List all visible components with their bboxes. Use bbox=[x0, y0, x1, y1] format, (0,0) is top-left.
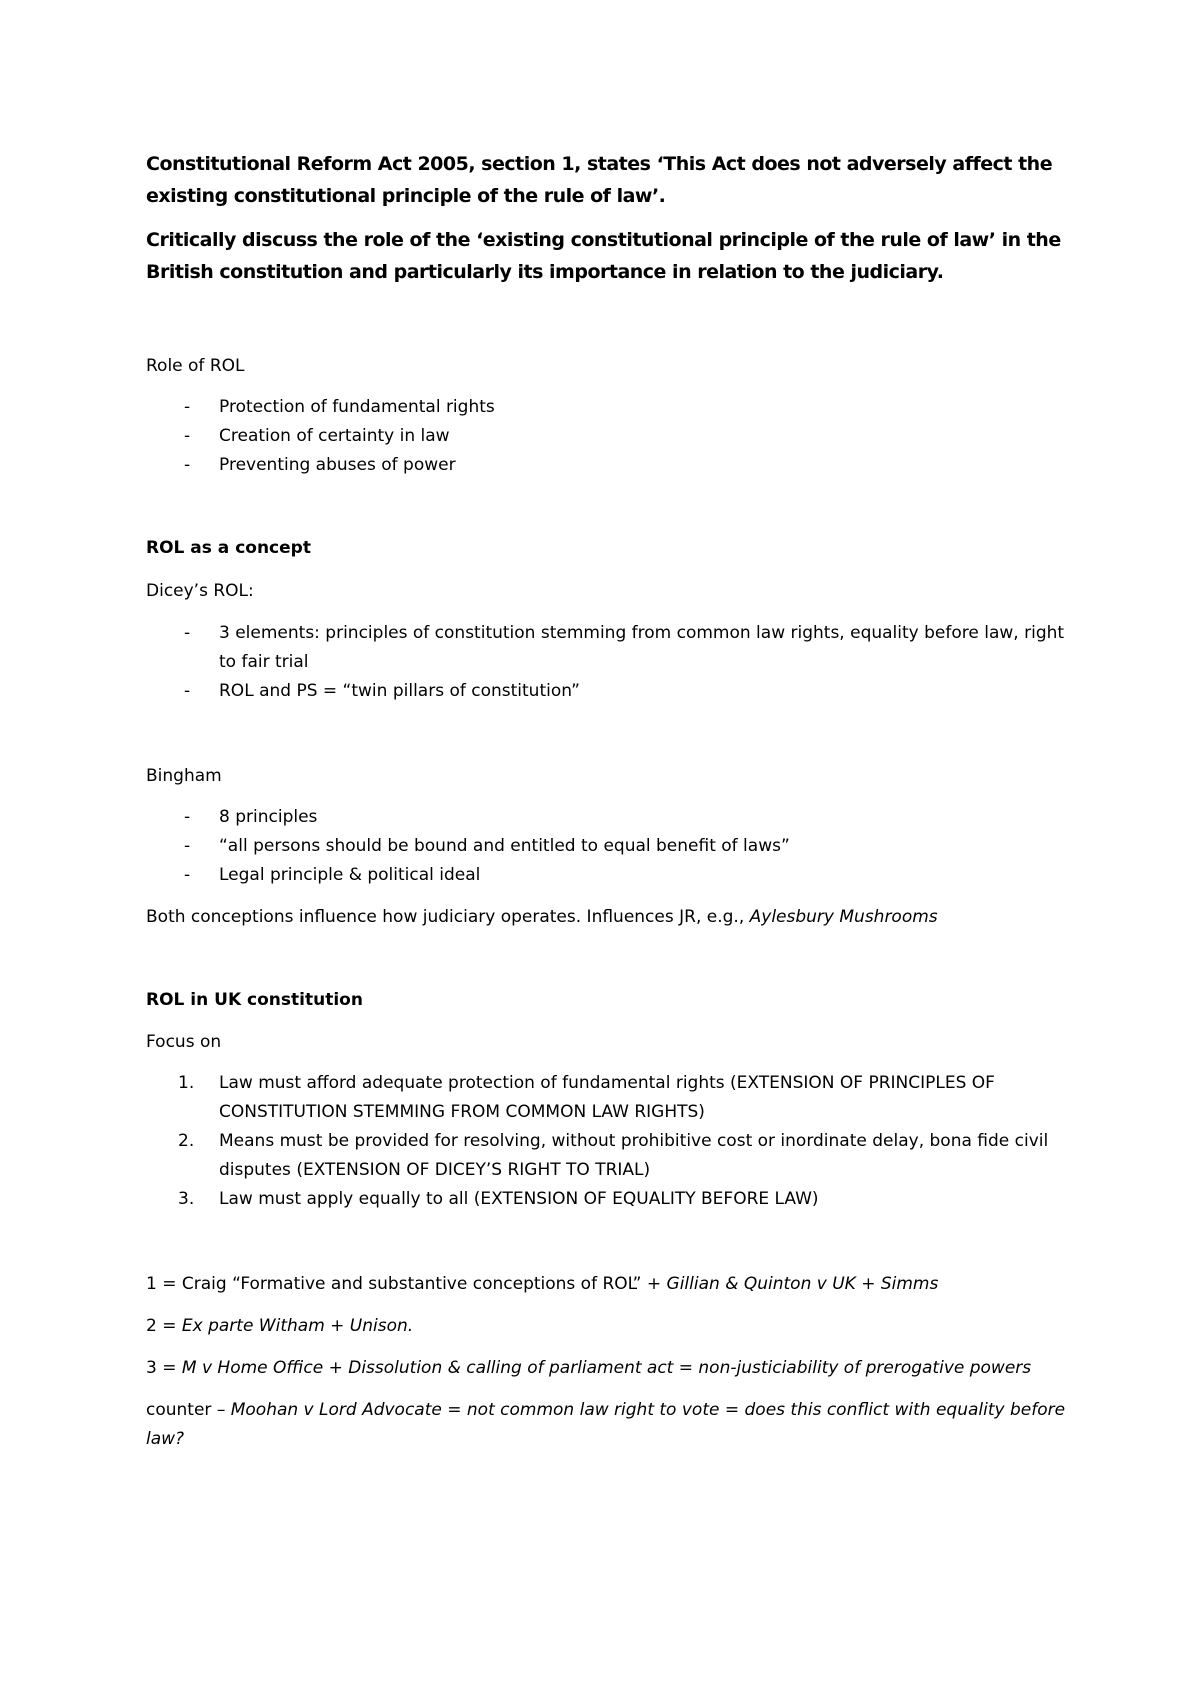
list-item: - Creation of certainty in law bbox=[184, 426, 450, 446]
list-item: - “all persons should be bound and entitled to equal benefit of laws” bbox=[184, 836, 790, 856]
case-name: Aylesbury Mushrooms bbox=[749, 907, 938, 927]
focus-list bbox=[146, 1069, 1066, 1214]
role-list bbox=[146, 393, 1066, 480]
question-paragraph-1: Constitutional Reform Act 2005, section 1, states ‘This Act does not adversely affect the existing constitutional principle of the rule of law’. bbox=[146, 153, 1053, 207]
list-item: - Preventing abuses of power bbox=[184, 455, 456, 475]
uk-heading: ROL in UK constitution bbox=[146, 990, 363, 1010]
question-paragraph-2: Critically discuss the role of the ‘existing constitutional principle of the rule of law’ in the British constitution and particularly its importance in relation to the judiciary. bbox=[146, 229, 1061, 283]
document-body bbox=[146, 148, 1066, 1454]
focus-label: Focus on bbox=[146, 1032, 222, 1052]
list-item: 2. Means must be provided for resolving, without prohibitive cost or inordinate delay, bona fide civil disputes (EXTENSION OF DICEY’S RIGHT TO TRIAL) bbox=[178, 1131, 1049, 1180]
list-item: - Protection of fundamental rights bbox=[184, 397, 495, 417]
note-3: 3 = M v Home Office + Dissolution & calling of parliament act = non-justiciability of prerogative powers bbox=[146, 1358, 1032, 1378]
concept-heading: ROL as a concept bbox=[146, 538, 311, 558]
dicey-label: Dicey’s ROL: bbox=[146, 581, 254, 601]
list-item: - 8 principles bbox=[184, 807, 318, 827]
note-1: 1 = Craig “Formative and substantive conceptions of ROL” + Gillian & Quinton v UK + Simms bbox=[146, 1274, 939, 1294]
list-item: 3. Law must apply equally to all (EXTENSION OF EQUALITY BEFORE LAW) bbox=[178, 1189, 819, 1209]
bingham-list bbox=[146, 803, 1066, 890]
list-item: - ROL and PS = “twin pillars of constitution” bbox=[184, 681, 580, 701]
dicey-list bbox=[146, 619, 1066, 706]
role-heading: Role of ROL bbox=[146, 356, 245, 376]
concept-summary: Both conceptions influence how judiciary operates. Influences JR, e.g., Aylesbury Mushrooms bbox=[146, 907, 938, 927]
bingham-label: Bingham bbox=[146, 766, 222, 786]
note-4: counter – Moohan v Lord Advocate = not common law right to vote = does this conflict with equality before law? bbox=[146, 1400, 1066, 1449]
list-item: - Legal principle & political ideal bbox=[184, 865, 481, 885]
note-2: 2 = Ex parte Witham + Unison. bbox=[146, 1316, 414, 1336]
list-item: - 3 elements: principles of constitution stemming from common law rights, equality before law, right to fair trial bbox=[184, 623, 1065, 672]
list-item: 1. Law must afford adequate protection of fundamental rights (EXTENSION OF PRINCIPLES OF CONSTITUTION STEMMING FROM COMMON LAW RIGHTS) bbox=[178, 1073, 995, 1122]
